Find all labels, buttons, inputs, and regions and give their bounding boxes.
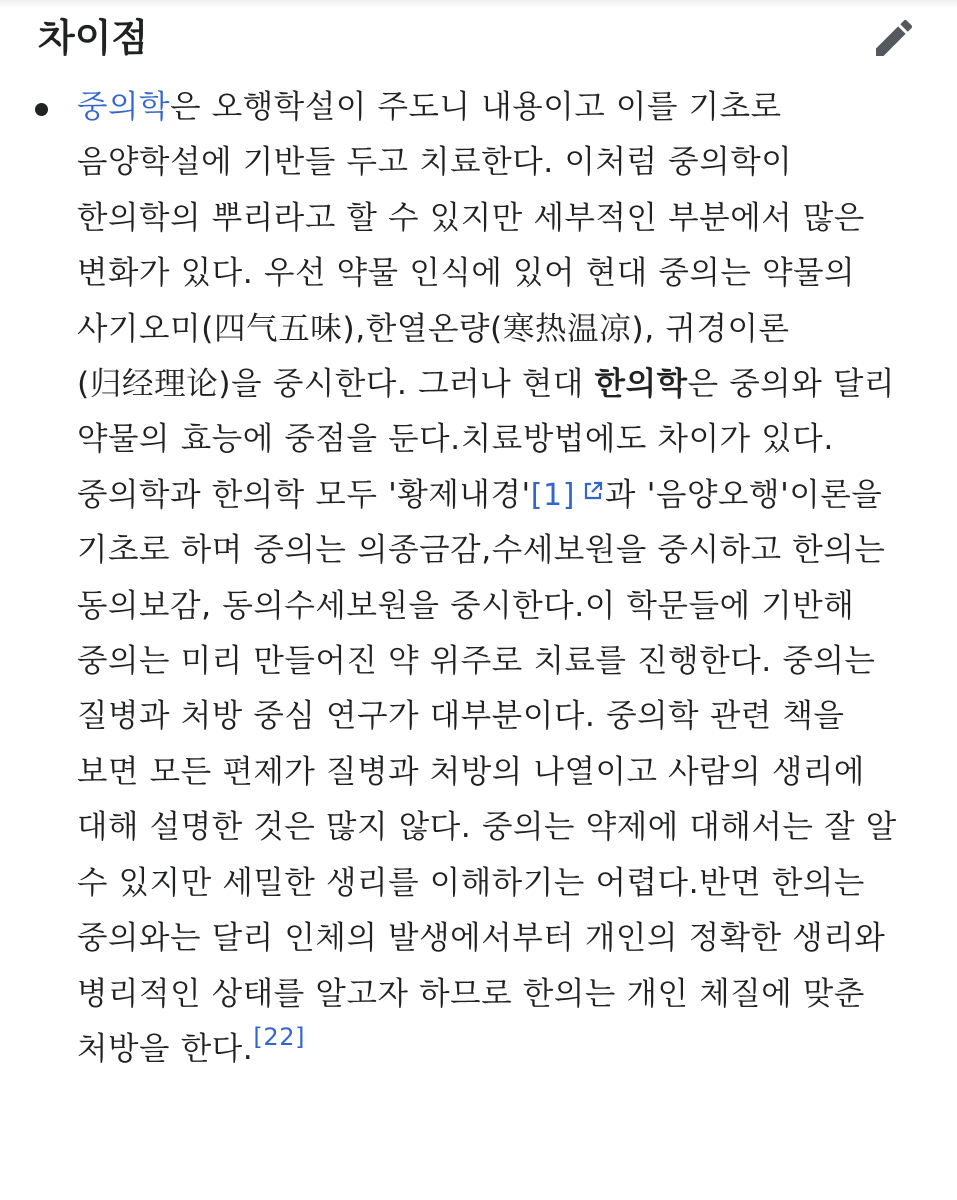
paragraph-text xyxy=(77,80,913,1077)
list-item xyxy=(0,80,913,1077)
text-segment: 은 오행학설이 주도니 내용이고 이를 기초로 음양학설에 기반들 두고 치료한다. 이처럼 중의학이 한의학의 뿌리라고 할 수 있지만 세부적인 부분에서 많은 변화가 있다. 우선 약물 인식에 있어 현대 중의는 약물의 사기오미(四气五味),한열온량(寒热温凉), 귀경이론(归经理论)을 중시한다. 그러나 현대 xyxy=(77,89,865,403)
section-content xyxy=(0,80,957,1077)
section-title: 차이점 xyxy=(38,16,149,60)
bold-hanuihak: 한의학 xyxy=(594,366,688,403)
edit-section-button[interactable] xyxy=(866,10,922,66)
citation-sup xyxy=(253,1023,305,1051)
text-segment: 과 '음양오행'이론을 기초로 하며 중의는 의종금감,수세보원을 중시하고 한의는 동의보감, 동의수세보원을 중시한다.이 학문들에 기반해 중의는 미리 만들어진 약 위주로 치료를 진행한다. 중의는 질병과 처방 중심 연구가 대부분이다. 중의학 관련 책을 보면 모든 편제가 질병과 처방의 나열이고 사람의 생리에 대해 설명한 것은 많지 않다. 중의는 약제에 대해서는 잘 알 수 있지만 세밀한 생리를 이해하기는 어렵다.반면 한의는 중의와는 달리 인체의 발생에서부터 개인의 정확한 생리와 병리적인 상태를 알고자 하므로 한의는 개인 체질에 맞춘 처방을 한다. xyxy=(77,476,897,1067)
bullet-point xyxy=(35,103,48,116)
bullet-list xyxy=(0,80,957,1077)
section-heading xyxy=(0,0,957,80)
reference-link-1[interactable] xyxy=(531,478,605,513)
external-link-icon xyxy=(581,479,605,503)
citation-link-22[interactable]: [22] xyxy=(253,1022,306,1051)
text-segment: 은 중의와 달리 약물의 효능에 중점을 둔다.치료방법에도 차이가 있다. 중의학과 한의학 모두 '황제내경' xyxy=(77,366,896,513)
link-jungeuihak[interactable]: 중의학 xyxy=(77,89,171,125)
pencil-icon xyxy=(870,14,918,62)
reference-label: [1] xyxy=(530,477,576,513)
